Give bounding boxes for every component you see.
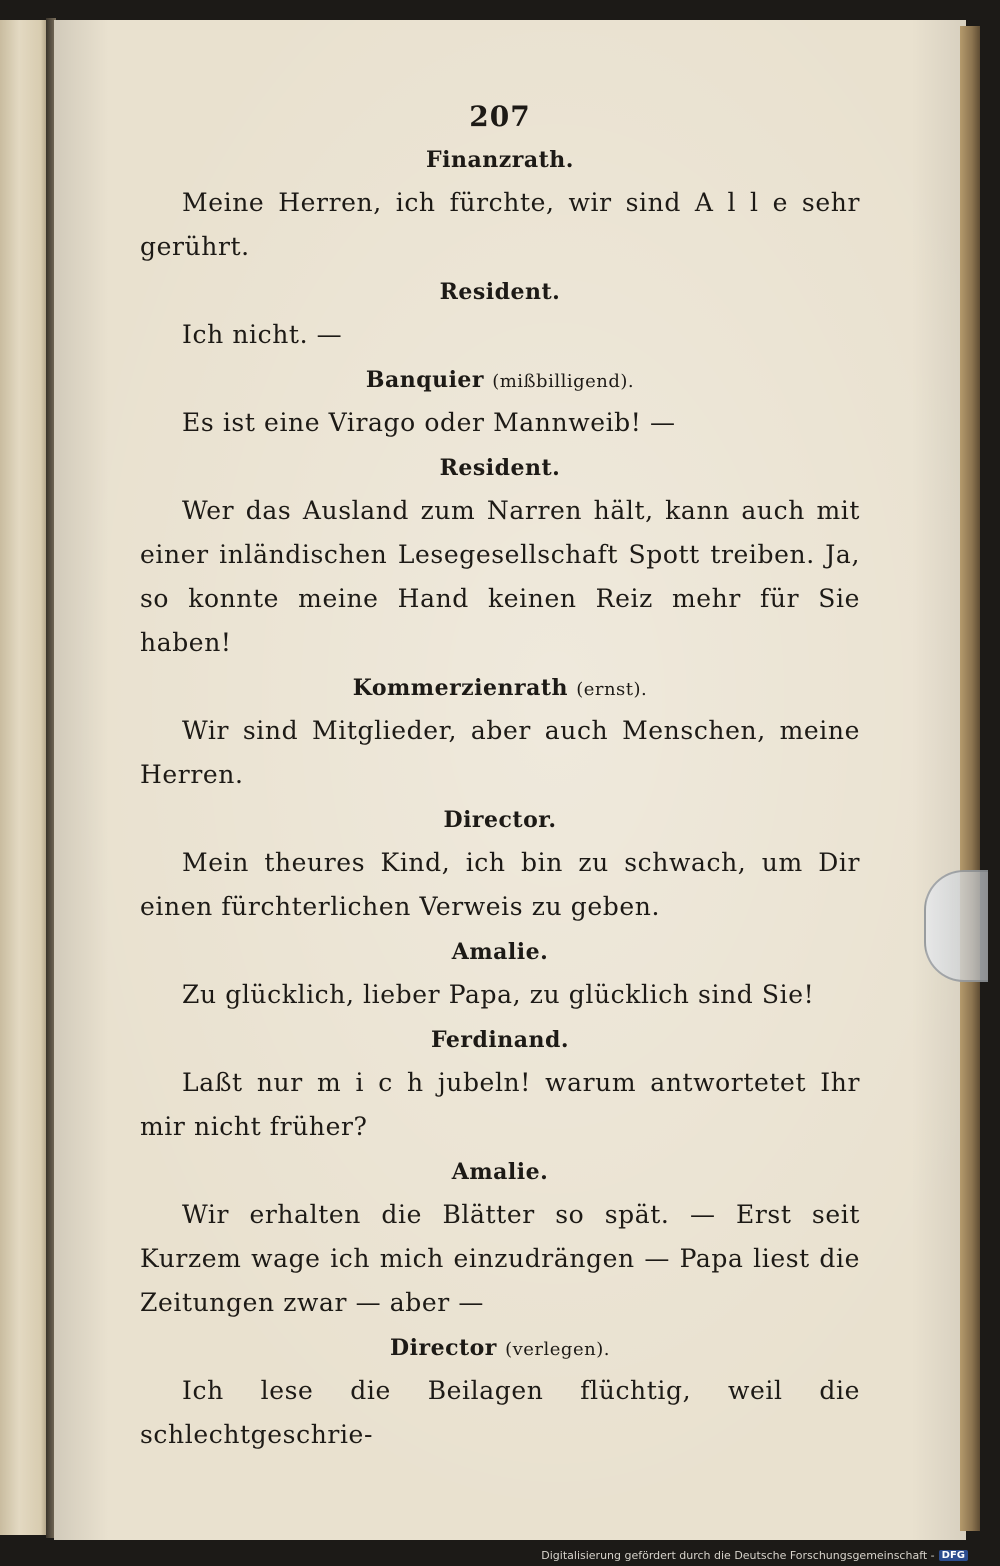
speech-block	[140, 147, 860, 269]
speech-block	[140, 1335, 860, 1457]
speaker-name: Banquier (mißbilligend).	[365, 367, 635, 393]
stage-direction: (mißbilligend).	[492, 371, 635, 392]
page-clip	[924, 870, 988, 982]
page-stack-edge	[960, 26, 980, 1531]
speaker-name: Ferdinand.	[430, 1027, 570, 1053]
speaker-name: Finanzrath.	[426, 147, 574, 173]
speech-block	[140, 675, 860, 797]
speech-line: Meine Herren, ich fürchte, wir sind A l l e sehr gerührt.	[140, 188, 860, 261]
speech-line: Zu glücklich, lieber Papa, zu glücklich sind Sie!	[182, 980, 815, 1009]
speech-line: Es ist eine Virago oder Mannweib! —	[182, 408, 676, 437]
speaker-name: Resident.	[439, 279, 561, 305]
speech-line: Ich lese die Beilagen flüchtig, weil die schlechtgeschrie-	[140, 1376, 860, 1449]
speaker-name: Amalie.	[451, 939, 549, 965]
speaker-name: Amalie.	[451, 1159, 549, 1185]
speech-block	[140, 1027, 860, 1149]
page-number: 207	[469, 100, 531, 133]
speech-line: Wir erhalten die Blätter so spät. — Erst seit Kurzem wage ich mich einzudrängen — Papa liest die Zeitungen zwar — aber —	[140, 1200, 860, 1317]
left-page-edge	[0, 20, 48, 1535]
speech-line: Laßt nur m i c h jubeln! warum antwortetet Ihr mir nicht früher?	[140, 1068, 860, 1141]
speech-line: Wir sind Mitglieder, aber auch Menschen, meine Herren.	[140, 716, 860, 789]
speaker-name: Director.	[443, 807, 557, 833]
speech-line: Ich nicht. —	[182, 320, 343, 349]
speech-block	[140, 279, 860, 357]
page-text	[140, 100, 860, 1457]
speech-block	[140, 455, 860, 665]
digitization-footer	[541, 1549, 968, 1562]
speech-line: Mein theures Kind, ich bin zu schwach, um Dir einen fürchterlichen Verweis zu geben.	[140, 848, 860, 921]
stage-direction: (verlegen).	[505, 1339, 610, 1360]
speech-line: Wer das Ausland zum Narren hält, kann auch mit einer inländischen Lesegesellschaft Spott treiben. Ja, so konnte meine Hand keinen Reiz mehr für Sie haben!	[140, 496, 860, 657]
stage-direction: (ernst).	[576, 679, 648, 700]
speaker-name: Resident.	[439, 455, 561, 481]
speech-block	[140, 1159, 860, 1325]
speech-block	[140, 367, 860, 445]
dfg-logo: DFG	[939, 1550, 968, 1561]
speaker-name: Director (verlegen).	[390, 1335, 610, 1361]
speech-block	[140, 939, 860, 1017]
speaker-name: Kommerzienrath (ernst).	[352, 675, 648, 701]
speech-block	[140, 807, 860, 929]
footer-text: Digitalisierung gefördert durch die Deutsche Forschungsgemeinschaft -	[541, 1549, 935, 1562]
